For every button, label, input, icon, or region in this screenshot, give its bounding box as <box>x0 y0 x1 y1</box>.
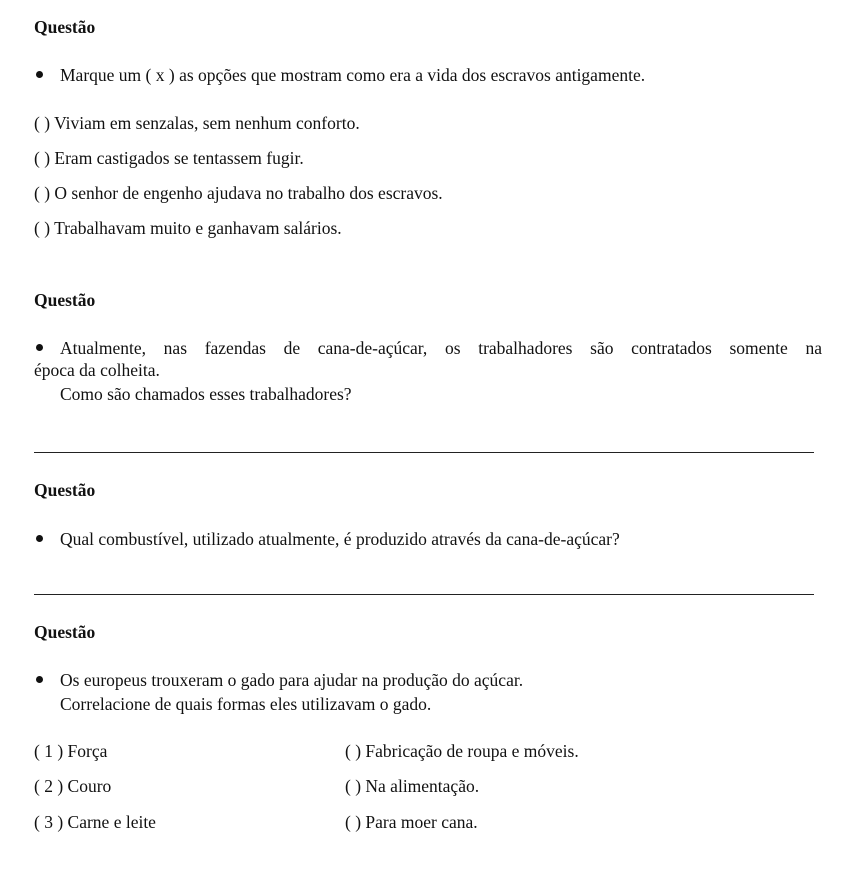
question-4-right-item-2[interactable]: ( ) Na alimentação. <box>345 776 480 796</box>
question-1-title: Questão <box>34 17 96 37</box>
question-4-title: Questão <box>34 622 96 642</box>
question-1-option-4[interactable]: ( ) Trabalhavam muito e ganhavam salários. <box>34 218 342 238</box>
question-4-left-item-2: ( 2 ) Couro <box>34 776 112 796</box>
question-1-option-2[interactable]: ( ) Eram castigados se tentassem fugir. <box>34 148 304 168</box>
question-4-left-item-3: ( 3 ) Carne e leite <box>34 812 156 832</box>
answer-line-question-2[interactable] <box>34 452 814 453</box>
question-4-prompt-line-2: Correlacione de quais formas eles utilizavam o gado. <box>60 694 432 714</box>
question-2-prompt-line-2: época da colheita. <box>34 360 160 380</box>
question-3-prompt: Qual combustível, utilizado atualmente, é produzido através da cana-de-açúcar? <box>60 529 620 549</box>
bullet-icon <box>36 676 43 683</box>
question-1-prompt: Marque um ( x ) as opções que mostram como era a vida dos escravos antigamente. <box>60 65 646 85</box>
question-2-title: Questão <box>34 290 96 310</box>
question-3-title: Questão <box>34 480 96 500</box>
bullet-icon <box>36 535 43 542</box>
question-4-left-item-1: ( 1 ) Força <box>34 741 108 761</box>
question-2-prompt-line-1: Atualmente, nas fazendas de cana-de-açúcar, os trabalhadores são contratados somente na <box>60 338 822 358</box>
answer-line-question-3[interactable] <box>34 594 814 595</box>
bullet-icon <box>36 71 43 78</box>
question-1-option-1[interactable]: ( ) Viviam em senzalas, sem nenhum conforto. <box>34 113 360 133</box>
question-4-right-item-1[interactable]: ( ) Fabricação de roupa e móveis. <box>345 741 579 761</box>
question-4-prompt-line-1: Os europeus trouxeram o gado para ajudar na produção do açúcar. <box>60 670 524 690</box>
question-2-question: Como são chamados esses trabalhadores? <box>60 384 352 404</box>
question-1-option-3[interactable]: ( ) O senhor de engenho ajudava no trabalho dos escravos. <box>34 183 443 203</box>
question-4-right-item-3[interactable]: ( ) Para moer cana. <box>345 812 478 832</box>
